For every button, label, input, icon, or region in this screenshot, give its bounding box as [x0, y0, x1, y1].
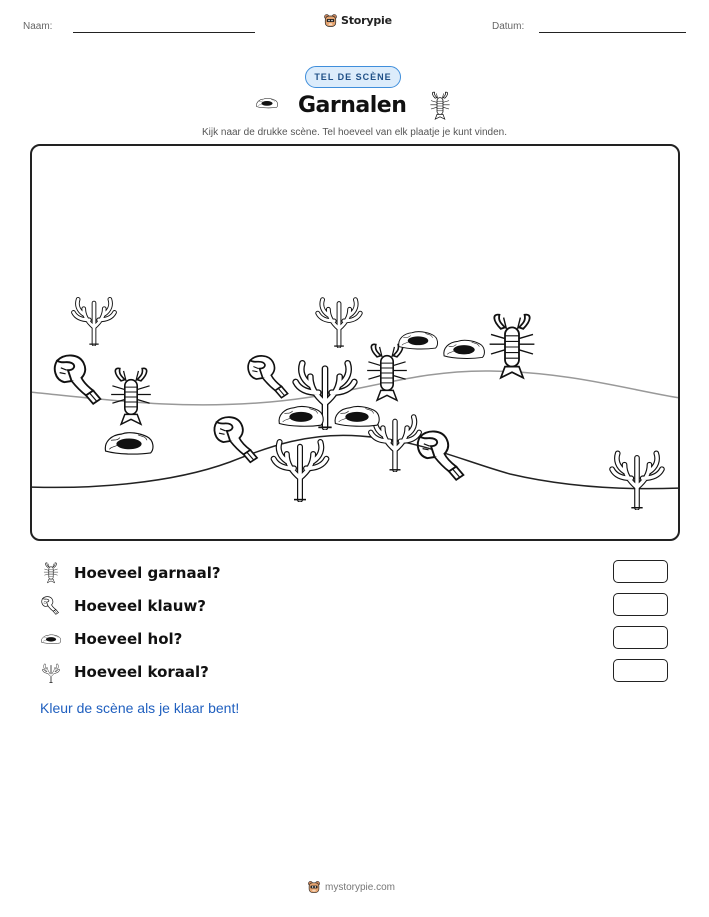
- coral-icon: [612, 453, 662, 507]
- claw-icon: [214, 417, 257, 462]
- footer-site[interactable]: mystorypie.com: [325, 881, 396, 893]
- answer-box-coral[interactable]: [613, 659, 668, 682]
- scene-illustration: [30, 144, 680, 541]
- claw-icon: [418, 431, 464, 479]
- burrow-icon: [279, 406, 323, 426]
- burrow-icon: [444, 340, 485, 358]
- answer-box-burrow[interactable]: [613, 626, 668, 649]
- burrow-icon: [105, 433, 153, 454]
- question-shrimp: [40, 562, 221, 584]
- bear-logo-icon: [307, 880, 321, 894]
- instruction-text: Kijk naar de drukke scène. Tel hoeveel van elk plaatje je kunt vinden.: [201, 127, 507, 138]
- brand-name: Storypie: [341, 14, 392, 27]
- shrimp-icon: [367, 344, 407, 400]
- shrimp-icon: [40, 562, 62, 584]
- page-title: Garnalen: [298, 93, 407, 118]
- question-claw: [40, 595, 206, 617]
- answer-box-shrimp[interactable]: [613, 560, 668, 583]
- question-burrow: [40, 628, 182, 650]
- counting-scene: [30, 144, 680, 541]
- coral-icon: [318, 300, 361, 346]
- shrimp-icon: [428, 91, 452, 121]
- claw-icon: [248, 356, 288, 398]
- footer: [307, 880, 395, 894]
- answer-box-claw[interactable]: [613, 593, 668, 616]
- burrow-icon: [335, 406, 379, 426]
- activity-badge: TEL DE SCÈNE: [305, 66, 401, 88]
- name-line[interactable]: [73, 32, 255, 33]
- burrow-icon: [40, 628, 62, 650]
- coral-icon: [40, 661, 62, 683]
- question-coral: [40, 661, 209, 683]
- coral-icon: [274, 442, 327, 500]
- question-label: Hoeveel koraal?: [74, 663, 209, 681]
- date-label: Datum:: [492, 21, 525, 32]
- question-label: Hoeveel garnaal?: [74, 564, 221, 582]
- question-label: Hoeveel klauw?: [74, 597, 206, 615]
- burrow-icon: [399, 332, 438, 349]
- name-label: Naam:: [23, 21, 53, 32]
- bear-logo-icon: [323, 13, 338, 28]
- question-label: Hoeveel hol?: [74, 630, 183, 648]
- shrimp-icon: [490, 315, 535, 378]
- coral-icon: [73, 299, 114, 344]
- brand-logo: [323, 13, 392, 28]
- closing-note: Kleur de scène als je klaar bent!: [40, 700, 240, 716]
- claw-icon: [40, 595, 62, 617]
- burrow-icon: [255, 96, 279, 110]
- date-line[interactable]: [539, 32, 686, 33]
- shrimp-icon: [111, 368, 151, 424]
